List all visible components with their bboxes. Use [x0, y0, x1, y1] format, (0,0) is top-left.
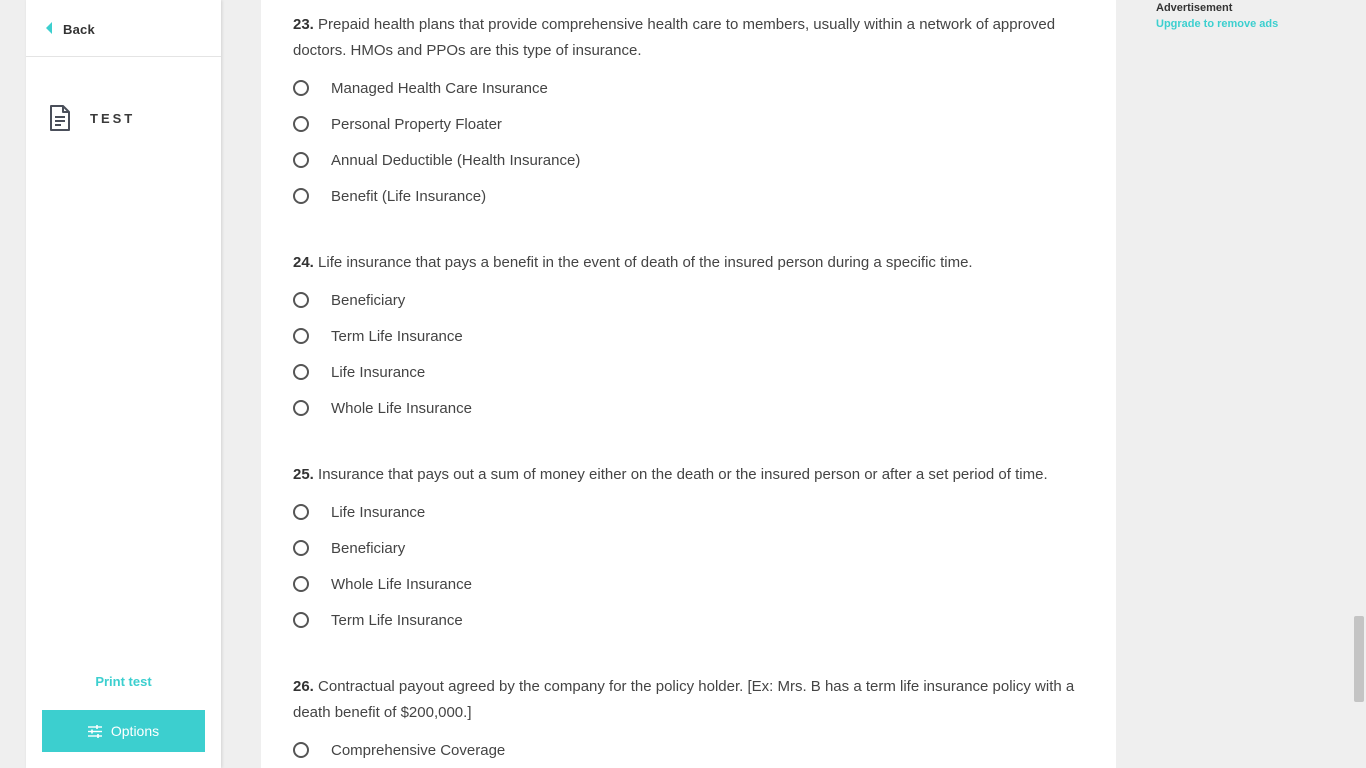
option-label: Benefit (Life Insurance)	[331, 187, 487, 205]
question-25	[293, 462, 1093, 638]
radio-button[interactable]	[293, 400, 309, 416]
question-23	[293, 12, 1093, 214]
option-label: Whole Life Insurance	[331, 399, 472, 417]
advertisement-label: Advertisement	[1156, 2, 1233, 14]
answer-option[interactable]	[293, 142, 1093, 178]
question-text	[293, 250, 1093, 276]
option-label: Comprehensive Coverage	[331, 741, 506, 759]
answer-option[interactable]	[293, 732, 1093, 768]
upgrade-link[interactable]: Upgrade to remove ads	[1156, 18, 1279, 30]
radio-button[interactable]	[293, 116, 309, 132]
option-label: Personal Property Floater	[331, 115, 502, 133]
question-text	[293, 674, 1093, 726]
advertisement-panel	[1156, 2, 1278, 30]
radio-button[interactable]	[293, 188, 309, 204]
answer-option[interactable]	[293, 354, 1093, 390]
radio-button[interactable]	[293, 612, 309, 628]
question-number: 23.	[293, 16, 314, 33]
question-text	[293, 12, 1093, 64]
option-label: Life Insurance	[331, 503, 426, 521]
option-label: Beneficiary	[331, 291, 406, 309]
options-label: Options	[110, 723, 160, 739]
answer-option[interactable]	[293, 390, 1093, 426]
answer-option[interactable]	[293, 494, 1093, 530]
question-list	[293, 12, 1093, 768]
question-24	[293, 250, 1093, 426]
radio-button[interactable]	[293, 152, 309, 168]
radio-button[interactable]	[293, 540, 309, 556]
answer-option[interactable]	[293, 282, 1093, 318]
scrollbar-thumb[interactable]	[1354, 616, 1364, 702]
sidebar-item-label: TEST	[90, 110, 136, 126]
radio-button[interactable]	[293, 292, 309, 308]
option-label: Term Life Insurance	[331, 611, 463, 629]
option-label: Term Life Insurance	[331, 327, 463, 345]
document-icon	[48, 104, 72, 132]
question-number: 25.	[293, 466, 314, 483]
answer-option[interactable]	[293, 530, 1093, 566]
test-content	[261, 0, 1116, 768]
sidebar	[26, 0, 221, 768]
question-number: 26.	[293, 678, 314, 695]
option-label: Managed Health Care Insurance	[331, 79, 548, 97]
radio-button[interactable]	[293, 504, 309, 520]
option-label: Life Insurance	[331, 363, 426, 381]
option-label: Beneficiary	[331, 539, 406, 557]
option-label: Annual Deductible (Health Insurance)	[331, 151, 581, 169]
answer-option[interactable]	[293, 602, 1093, 638]
question-prompt: Insurance that pays out a sum of money either on the death or the insured person or after a set period of time.	[318, 466, 1048, 483]
sliders-icon	[88, 725, 102, 738]
question-prompt: Contractual payout agreed by the company for the policy holder. [Ex: Mrs. B has a term life insurance policy with a death benefit of $200,000.]	[293, 678, 1075, 721]
radio-button[interactable]	[293, 328, 309, 344]
options-button[interactable]	[42, 710, 205, 752]
question-prompt: Prepaid health plans that provide comprehensive health care to members, usually within a network of approved doctors. HMOs and PPOs are this type of insurance.	[293, 16, 1056, 59]
radio-button[interactable]	[293, 576, 309, 592]
print-test-link[interactable]: Print test	[95, 674, 152, 689]
question-26	[293, 674, 1093, 768]
option-label: Whole Life Insurance	[331, 575, 472, 593]
radio-button[interactable]	[293, 364, 309, 380]
back-label: Back	[63, 21, 95, 37]
sidebar-divider	[26, 56, 221, 57]
question-number: 24.	[293, 254, 314, 271]
question-prompt: Life insurance that pays a benefit in the event of death of the insured person during a specific time.	[318, 254, 973, 271]
radio-button[interactable]	[293, 742, 309, 758]
answer-option[interactable]	[293, 566, 1093, 602]
back-button[interactable]	[46, 19, 95, 39]
answer-option[interactable]	[293, 178, 1093, 214]
answer-option[interactable]	[293, 106, 1093, 142]
sidebar-item-test[interactable]	[48, 104, 135, 132]
radio-button[interactable]	[293, 80, 309, 96]
question-text	[293, 462, 1093, 488]
caret-left-icon	[46, 22, 52, 34]
answer-option[interactable]	[293, 318, 1093, 354]
answer-option[interactable]	[293, 70, 1093, 106]
